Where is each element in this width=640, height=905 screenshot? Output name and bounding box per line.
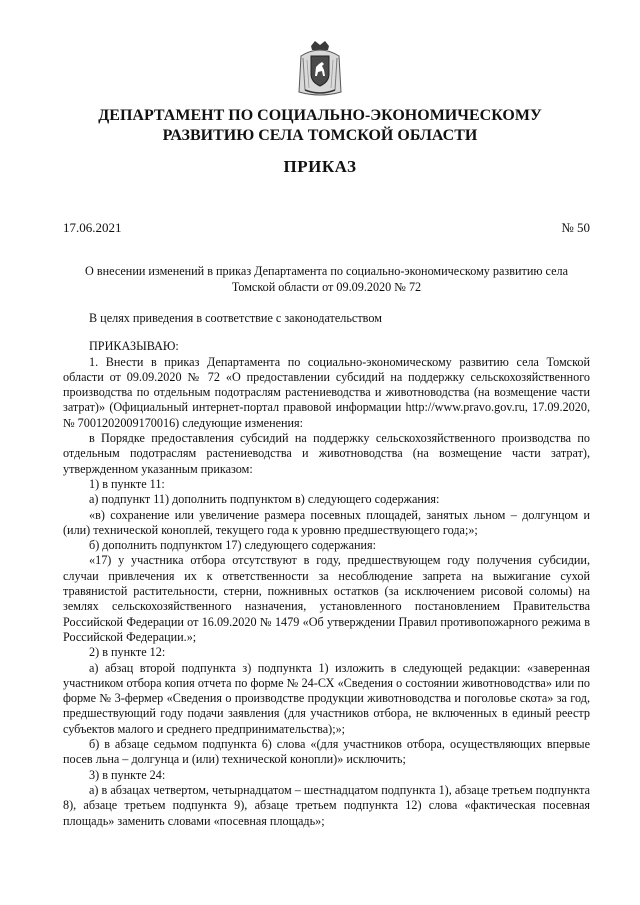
order-body: [63, 311, 590, 829]
preamble: В целях приведения в соответствие с законодательством: [89, 311, 382, 325]
subitem-b-12: б) в абзаце седьмом подпункта 6) слова «(для участников отбора, осуществляющих впервые посев льна – долгунца и (или) технической конопли)» исключить;: [63, 737, 590, 767]
quote-v: «в) сохранение или увеличение размера посевных площадей, занятых льном – долгунцом и (или) технической коноплей, текущего года к уровню предшествующего года;»;: [63, 507, 590, 537]
quote-17: «17) у участника отбора отсутствуют в году, предшествующем году получения субсидии, случаи привлечения их к ответственности за несоблюдение запрета на выжигание сухой травянистой растительности, стерни, пожнивных остатков (за исключением рисовой соломы) на землях сельскохозяйственного назначения, установленного постановлением Правительства Российской Федерации от 16.09.2020 № 1479 «Об утверждении Правил противопожарного режима в Российской Федерации.»;: [63, 553, 590, 644]
coat-of-arms-icon: [297, 40, 343, 98]
item-point-24: 3) в пункте 24:: [89, 767, 166, 782]
paragraph-procedure: в Порядке предоставления субсидий на поддержку сельскохозяйственного производства по отдельным подотраслям растениеводства и животноводства (на возмещение части затрат), утвержденном указанным приказом:: [63, 431, 590, 476]
document-type: ПРИКАЗ: [283, 157, 357, 176]
subitem-a-12: а) абзац второй подпункта з) подпункта 1) изложить в следующей редакции: «заверенная участником отбора копия отчета по форме № 24-СХ «Сведения о состоянии животноводства» или по форме № 3-фермер «Сведения о производстве продукции животноводства и поголовье скота» за год, предшествующий году подачи заявления (для участников отбора, не включенных в единый реестр субъектов малого и среднего предпринимательства);»;: [63, 660, 590, 736]
order-date: 17.06.2021: [63, 220, 122, 235]
subitem-a: а) подпункт 11) дополнить подпунктом в) следующего содержания:: [89, 492, 440, 507]
item-point-11: 1) в пункте 11:: [89, 476, 165, 491]
item-point-12: 2) в пункте 12:: [89, 645, 166, 660]
department-name: ДЕПАРТАМЕНТ ПО СОЦИАЛЬНО-ЭКОНОМИЧЕСКОМУ РАЗВИТИЮ СЕЛА ТОМСКОЙ ОБЛАСТИ: [98, 107, 542, 144]
order-number: № 50: [561, 220, 590, 235]
order-subject: О внесении изменений в приказ Департамента по социально-экономическому развитию села Томской области от 09.09.2020 № 72: [84, 264, 568, 294]
order-directive: ПРИКАЗЫВАЮ:: [89, 339, 179, 354]
subitem-b: б) дополнить подпунктом 17) следующего содержания:: [89, 538, 377, 553]
paragraph-1: 1. Внести в приказ Департамента по социально-экономическому развитию села Томской области от 09.09.2020 № 72 «О предоставлении субсидий на поддержку сельскохозяйственного производства по отдельным подотраслям растениеводства и животноводства (на возмещение части затрат)» (Официальный интернет-портал правовой информации http://www.pravo.gov.ru, 17.09.2020, № 7001202009170016) следующие изменения:: [63, 354, 590, 430]
subitem-a-24: а) в абзацах четвертом, четырнадцатом – шестнадцатом подпункта 1), абзаце третьем подпункта 8), абзаце третьем подпункта 9), абзаце третьем подпункта 12) слова «фактическая посевная площадь» заменить словами «посевная площадь»;: [63, 782, 590, 828]
